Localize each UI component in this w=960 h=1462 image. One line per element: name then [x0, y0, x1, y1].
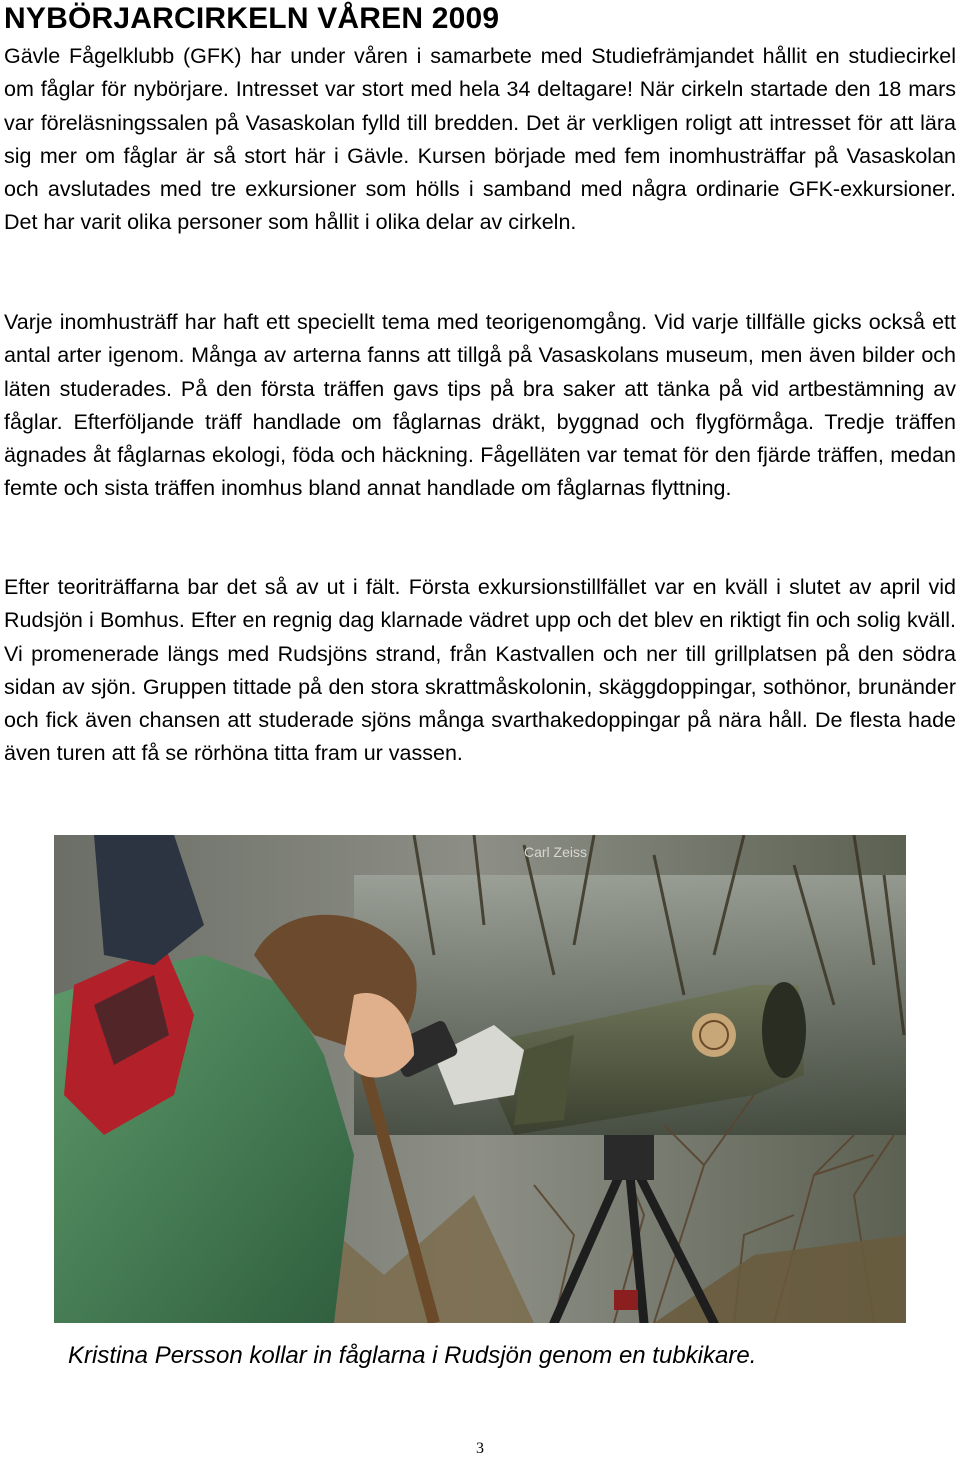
scope-brand-text: Carl Zeiss	[524, 844, 588, 860]
paragraph-intro: Gävle Fågelklubb (GFK) har under våren i samarbete med Studiefrämjandet hållit en studiecirkel om fåglar för nybörjare. Intresset var stort med hela 34 deltagare! När cirkeln startade den 18 mars var föreläsningssalen på Vasaskolan fylld till bredden. Det är verkligen roligt att intresset för att lära sig mer om fåglar är så stort här i Gävle. Kursen började med fem inomhusträffar på Vasaskolan och avslutades med tre exkursioner som hölls i samband med några ordinarie GFK-exkursioner. Det har varit olika personer som hållit i olika delar av cirkeln.	[4, 44, 956, 235]
page-title: NYBÖRJARCIRKELN VÅREN 2009	[4, 2, 500, 35]
page-number: 3	[476, 1440, 484, 1457]
paragraph-excursions: Efter teoriträffarna bar det så av ut i fält. Första exkursionstillfället var en kväll i slutet av april vid Rudsjön i Bomhus. Efter en regnig dag klarnade vädret upp och det blev en riktigt fin och solig kväll. Vi promenerade längs med Rudsjöns strand, från Kastvallen och ner till grillplatsen på den södra sidan av sjön. Gruppen tittade på den stora skrattmåskolonin, skäggdoppingar, sothönor, brunänder och fick även chansen att studerade sjöns många svarthakedoppingar på nära håll. De flesta hade även turen att få se rörhöna titta fram ur vassen.	[4, 575, 956, 766]
paragraph-indoor-sessions: Varje inomhusträff har haft ett speciellt tema med teorigenomgång. Vid varje tillfälle gicks också ett antal arter igenom. Många av arterna fanns att tillgå på Vasaskolans museum, men även bilder och läten studerades. På den första träffen gavs tips på bra saker att tänka på vid artbestämning av fåglar. Efterföljande träff handlade om fåglarnas dräkt, byggnad och flygförmåga. Tredje träffen ägnades åt fåglarnas ekologi, föda och häckning. Fågelläten var temat för den fjärde träffen, medan femte och sista träffen inomhus bland annat handlade om fåglarnas flyttning.	[4, 310, 956, 501]
photo-birdwatcher-with-spotting-scope	[54, 835, 906, 1323]
photo-caption: Kristina Persson kollar in fåglarna i Rudsjön genom en tubkikare.	[68, 1342, 757, 1369]
